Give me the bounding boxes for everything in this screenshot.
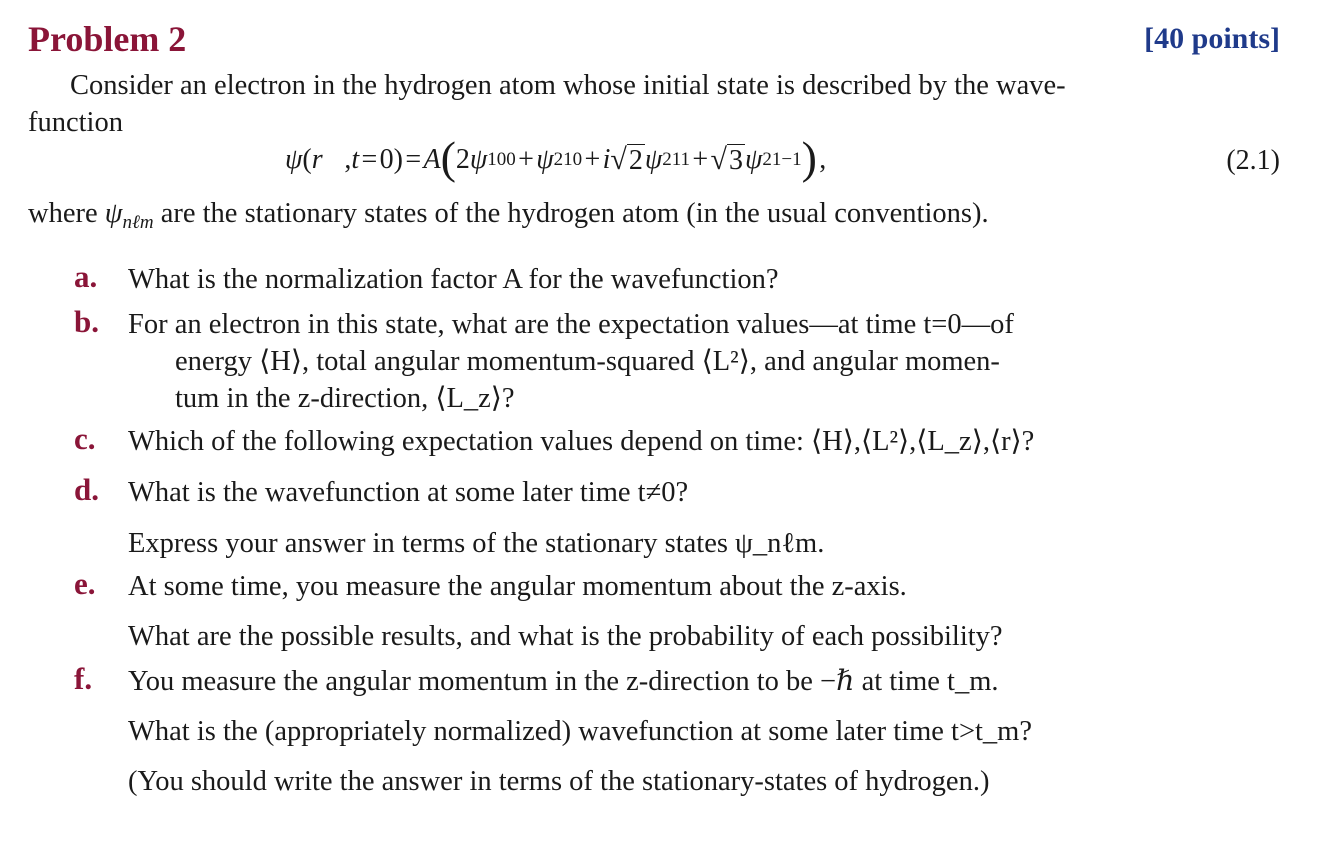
part-c-text: Which of the following expectation values depend on time: ⟨H⟩,⟨L²⟩,⟨L_z⟩,⟨r⟩? — [128, 426, 1035, 457]
points-label: [40 points] — [1144, 22, 1280, 55]
part-e-line-1: At some time, you measure the angular momentum about the z-axis. — [128, 571, 907, 602]
where-prefix: where — [28, 198, 98, 229]
part-f-label: f. — [74, 661, 93, 696]
part-b-line-2: energy ⟨H⟩, total angular momentum-squared ⟨L²⟩, and angular momen- — [175, 346, 1000, 377]
part-b-line-1: For an electron in this state, what are the expectation values—at time t=0—of — [128, 309, 1014, 340]
part-f-line-3: (You should write the answer in terms of the stationary-states of hydrogen.) — [128, 766, 990, 797]
wavefunction-equation: ψ ( r⃗ , t = 0) = A ( 2 ψ 100 + ψ 210 + i √2 ψ 211 + √3 ψ 21−1 ) , — [285, 132, 827, 183]
part-b-label: b. — [74, 304, 99, 339]
part-a-text: What is the normalization factor A for the wavefunction? — [128, 264, 779, 295]
intro-line-2: function — [28, 107, 123, 138]
equation-number: (2.1) — [1226, 145, 1280, 176]
where-suffix: are the stationary states of the hydrogen atom (in the usual conventions). — [160, 198, 989, 229]
part-c-label: c. — [74, 421, 96, 456]
part-f-line-2: What is the (appropriately normalized) wavefunction at some later time t>t_m? — [128, 716, 1032, 747]
part-d-label: d. — [74, 472, 99, 507]
problem-title: Problem 2 — [28, 19, 187, 59]
where-line: where $\psi_{n\ell m}$ are the stationary states of the hydrogen atom (in the usual conventions). — [28, 198, 989, 233]
part-e-line-2: What are the possible results, and what is the probability of each possibility? — [128, 621, 1003, 652]
intro-line-1: Consider an electron in the hydrogen atom whose initial state is described by the wave- — [70, 70, 1066, 101]
part-b-line-3: tum in the z-direction, ⟨L_z⟩? — [175, 383, 515, 414]
part-e-label: e. — [74, 566, 96, 601]
part-d-line-2: Express your answer in terms of the stationary states ψ_nℓm. — [128, 528, 825, 559]
part-a-label: a. — [74, 259, 98, 294]
part-f-line-1: You measure the angular momentum in the z-direction to be −ℏ at time t_m. — [128, 666, 999, 697]
part-d-line-1: What is the wavefunction at some later time t≠0? — [128, 477, 689, 508]
